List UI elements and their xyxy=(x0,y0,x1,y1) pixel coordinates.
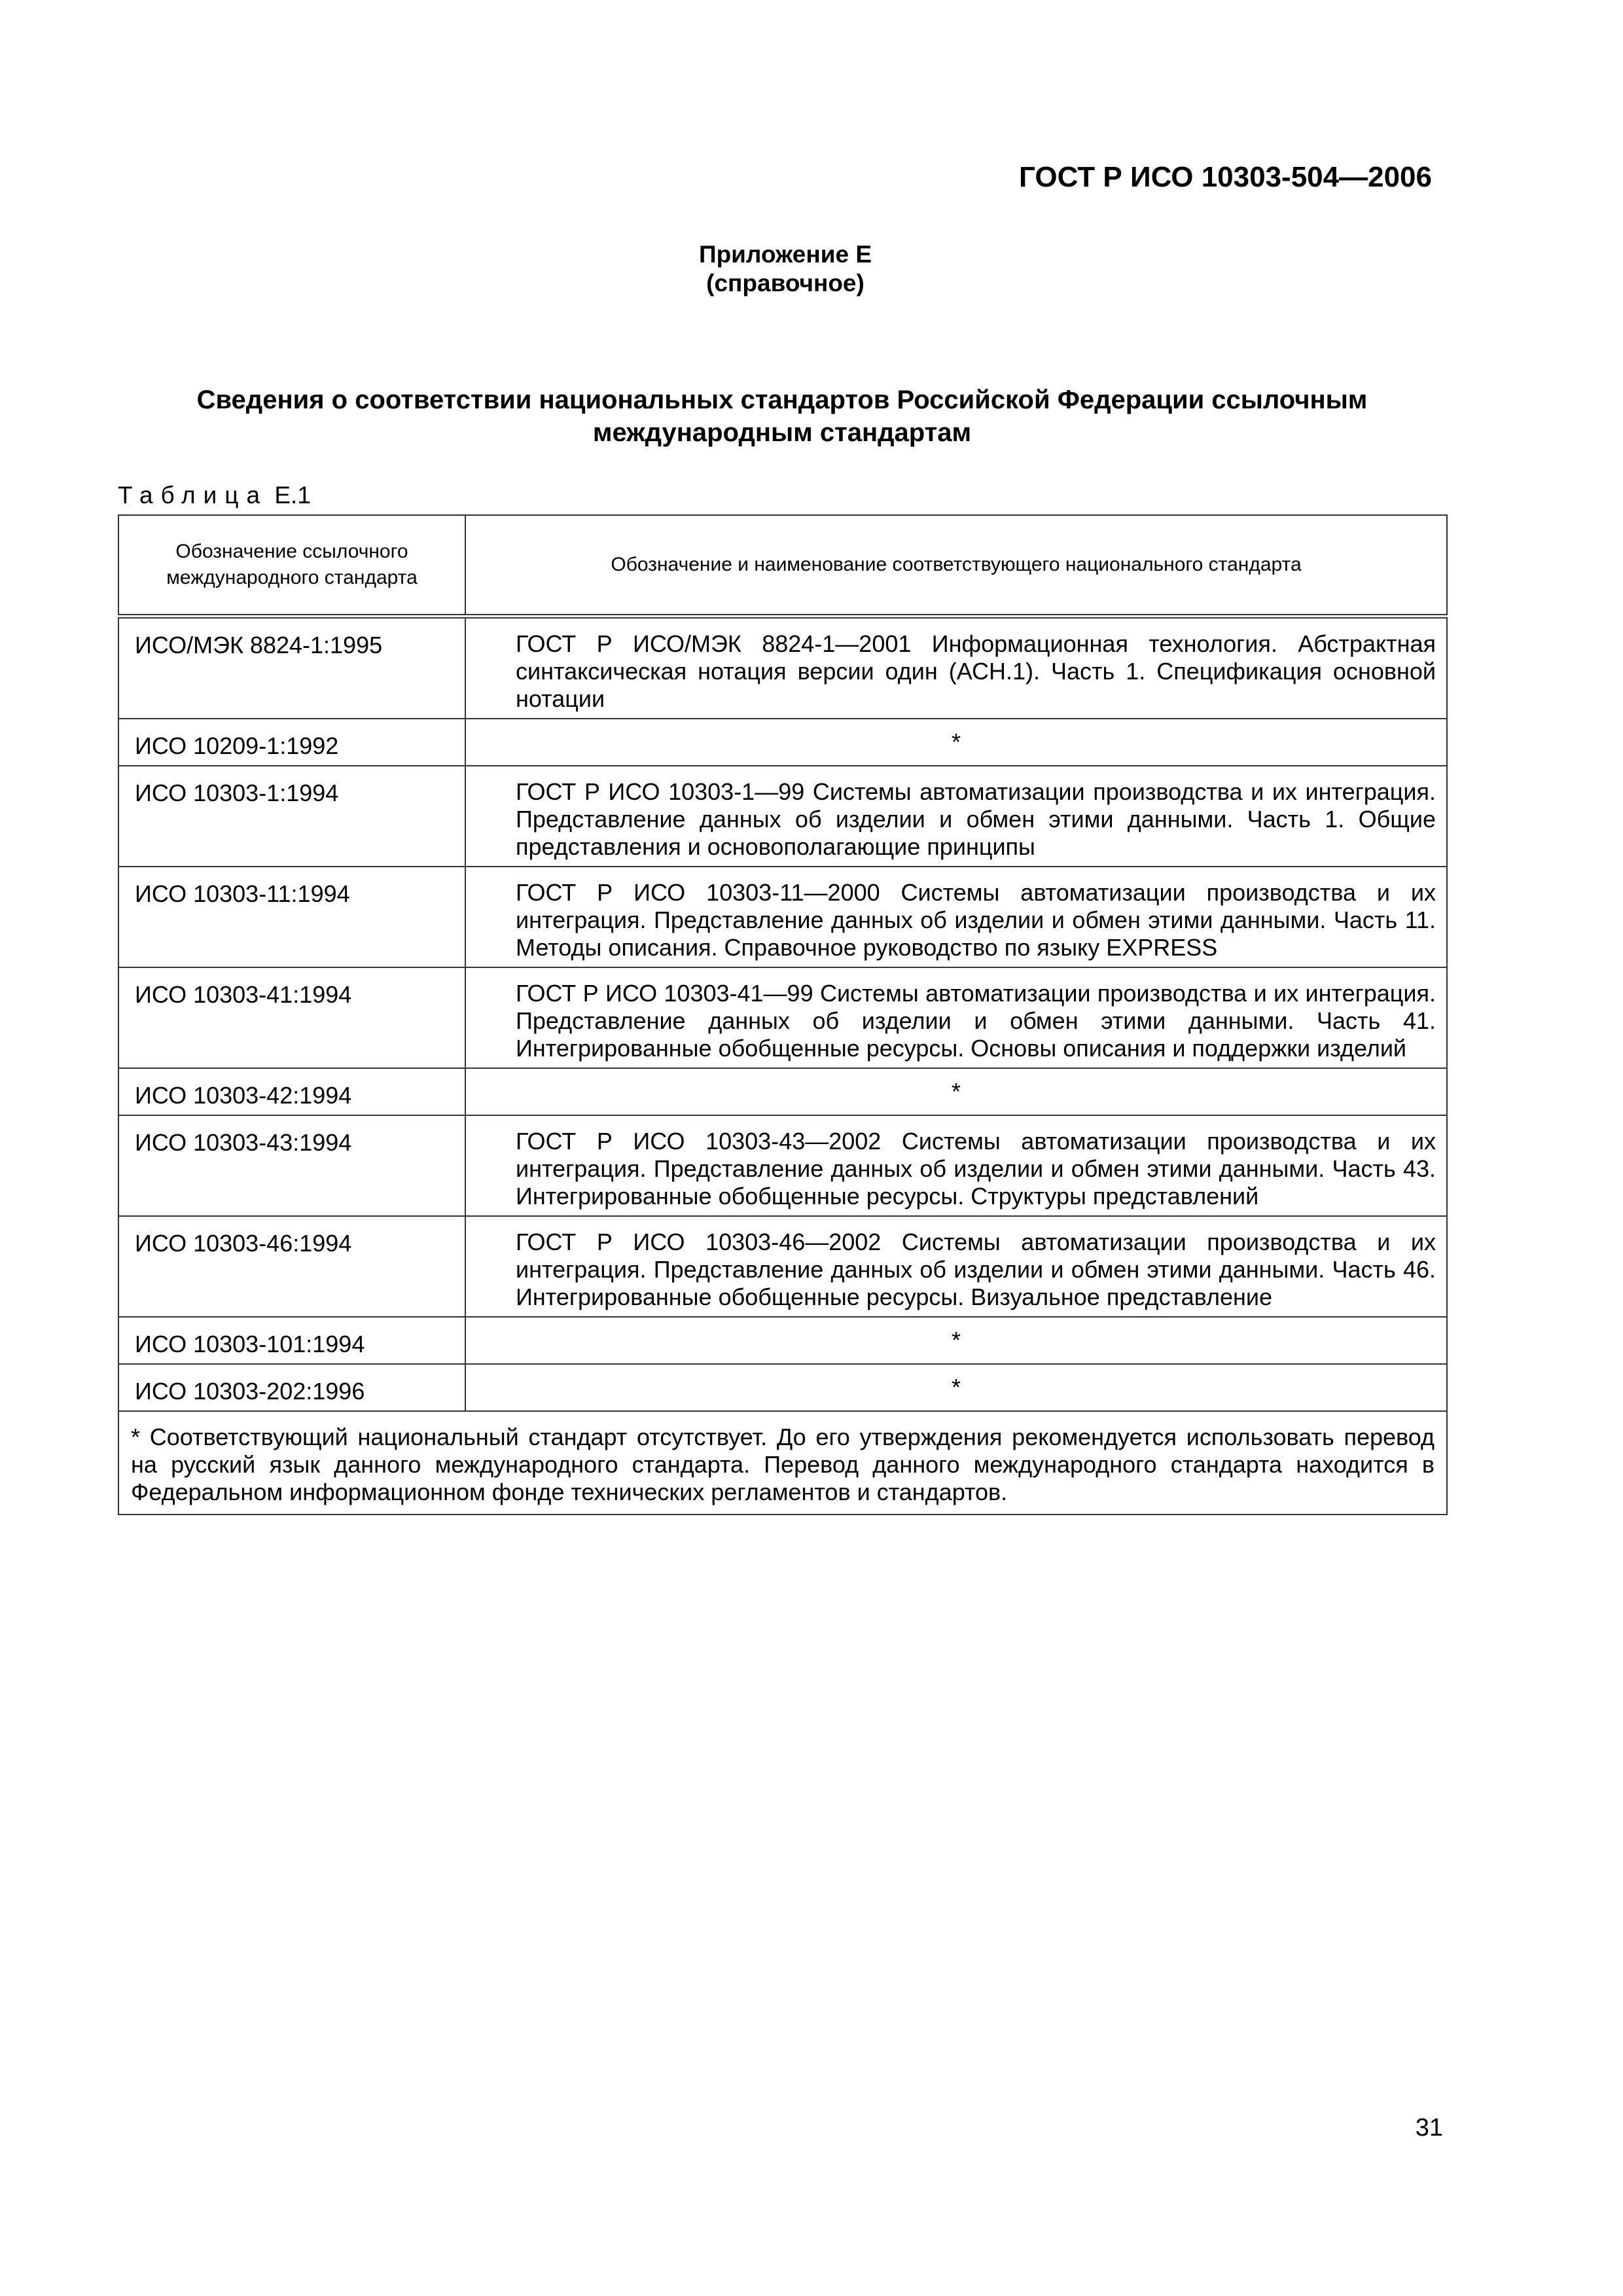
national-standard-text: ГОСТ Р ИСО 10303-1—99 Системы автоматизации производства и их интеграция. Представление данных об изделии и обмен этими данными. Часть 1. Общие представления и основополагающие принципы xyxy=(516,778,1436,860)
international-standard-cell: ИСО 10303-101:1994 xyxy=(118,1317,465,1364)
document-code: ГОСТ Р ИСО 10303-504—2006 xyxy=(1019,161,1432,193)
national-standard-cell xyxy=(465,1216,1447,1317)
table-row xyxy=(118,617,1447,719)
no-national-standard-mark: * xyxy=(465,1317,1447,1364)
table-row xyxy=(118,967,1447,1068)
national-standard-text: ГОСТ Р ИСО/МЭК 8824-1—2001 Информационная технология. Абстрактная синтаксическая нотация версии один (АСН.1). Часть 1. Спецификация основной нотации xyxy=(516,630,1436,712)
header-national-standard: Обозначение и наименование соответствующего национального стандарта xyxy=(465,515,1447,617)
table-caption-number: Е.1 xyxy=(274,482,311,509)
table-caption-prefix: Таблица xyxy=(118,482,268,509)
international-standard-cell: ИСО 10303-46:1994 xyxy=(118,1216,465,1317)
table-row xyxy=(118,867,1447,967)
table-row xyxy=(118,1364,1447,1411)
international-standard-cell: ИСО 10303-11:1994 xyxy=(118,867,465,967)
international-standard-cell: ИСО 10303-41:1994 xyxy=(118,967,465,1068)
page-number: 31 xyxy=(1415,2114,1443,2142)
no-national-standard-mark: * xyxy=(465,1068,1447,1115)
section-title: Сведения о соответствии национальных стандартов Российской Федерации ссылочным международным стандартам xyxy=(196,386,1368,447)
national-standard-text: ГОСТ Р ИСО 10303-41—99 Системы автоматизации производства и их интеграция. Представление данных об изделии и обмен этими данными. Часть 41. Интегрированные обобщенные ресурсы. Основы описания и поддержки изделий xyxy=(516,980,1436,1062)
no-national-standard-mark: * xyxy=(465,719,1447,766)
national-standard-text: ГОСТ Р ИСО 10303-43—2002 Системы автоматизации производства и их интеграция. Представление данных об изделии и обмен этими данными. Часть 43. Интегрированные обобщенные ресурсы. Структуры представлений xyxy=(516,1128,1436,1210)
table-row xyxy=(118,1068,1447,1115)
international-standard-cell: ИСО 10303-202:1996 xyxy=(118,1364,465,1411)
standards-table xyxy=(118,514,1448,1515)
no-national-standard-mark: * xyxy=(465,1364,1447,1411)
table-row xyxy=(118,1317,1447,1364)
table-caption xyxy=(118,482,311,509)
table-footnote: * Соответствующий национальный стандарт отсутствует. До его утверждения рекомендуется использовать перевод на русский язык данного международного стандарта. Перевод данного международного стандарта находится в Федеральном информационном фонде технических регламентов и стандартов. xyxy=(118,1411,1447,1515)
national-standard-cell xyxy=(465,766,1447,867)
national-standard-text: ГОСТ Р ИСО 10303-11—2000 Системы автоматизации производства и их интеграция. Представление данных об изделии и обмен этими данными. Часть 11. Методы описания. Справочное руководство по языку EXPRESS xyxy=(516,879,1436,961)
national-standard-cell xyxy=(465,867,1447,967)
international-standard-cell: ИСО/МЭК 8824-1:1995 xyxy=(118,617,465,719)
national-standard-cell xyxy=(465,617,1447,719)
table-row xyxy=(118,1216,1447,1317)
header-international-standard: Обозначение ссылочного международного стандарта xyxy=(118,515,465,617)
international-standard-cell: ИСО 10209-1:1992 xyxy=(118,719,465,766)
annex-title: Приложение Е xyxy=(698,241,872,268)
international-standard-cell: ИСО 10303-1:1994 xyxy=(118,766,465,867)
table-row xyxy=(118,766,1447,867)
table-header-row xyxy=(118,515,1447,617)
national-standard-cell xyxy=(465,1115,1447,1216)
table-row xyxy=(118,1115,1447,1216)
table-row xyxy=(118,719,1447,766)
annex-status: (справочное) xyxy=(706,270,865,296)
international-standard-cell: ИСО 10303-42:1994 xyxy=(118,1068,465,1115)
national-standard-cell xyxy=(465,967,1447,1068)
national-standard-text: ГОСТ Р ИСО 10303-46—2002 Системы автоматизации производства и их интеграция. Представление данных об изделии и обмен этими данными. Часть 46. Интегрированные обобщенные ресурсы. Визуальное представление xyxy=(516,1229,1436,1310)
table-footnote-row xyxy=(118,1411,1447,1515)
international-standard-cell: ИСО 10303-43:1994 xyxy=(118,1115,465,1216)
